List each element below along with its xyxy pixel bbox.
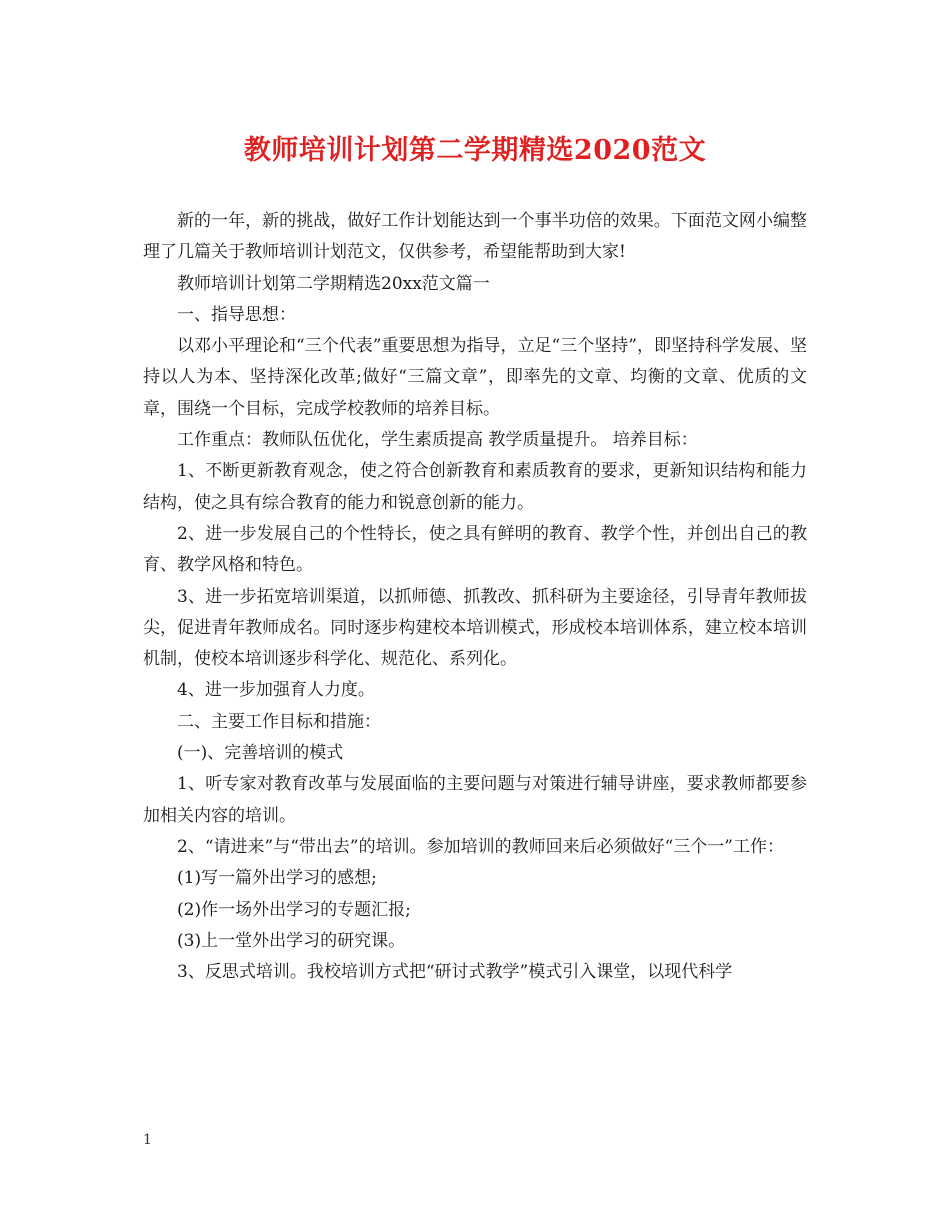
paragraph: 1、不断更新教育观念，使之符合创新教育和素质教育的要求，更新知识结构和能力结构，使之具有综合教育的能力和锐意创新的能力。 xyxy=(143,461,807,513)
paragraph: 工作重点：教师队伍优化，学生素质提高 教学质量提升。 培养目标： xyxy=(177,430,698,451)
paragraph-article-heading: 教师培训计划第二学期精选20xx范文篇一 xyxy=(177,273,490,294)
paragraph: 4、进一步加强育人力度。 xyxy=(177,680,375,701)
paragraph-list-item: (1)写一篇外出学习的感想; xyxy=(177,868,377,889)
paragraph: 以邓小平理论和“三个代表”重要思想为指导，立足“三个坚持”，即坚持科学发展、坚持以人为本、坚持深化改革;做好“三篇文章”，即率先的文章、均衡的文章、优质的文章，围绕一个目标，完成学校教师的培养目标。 xyxy=(143,336,807,419)
paragraph-intro: 新的一年，新的挑战，做好工作计划能达到一个事半功倍的效果。下面范文网小编整理了几篇关于教师培训计划范文，仅供参考，希望能帮助到大家! xyxy=(143,211,807,263)
paragraph: 3、反思式培训。我校培训方式把“研讨式教学”模式引入课堂，以现代科学 xyxy=(177,962,733,983)
page-number: 1 xyxy=(143,1132,152,1148)
paragraph-subsection-heading: (一)、完善培训的模式 xyxy=(177,743,344,764)
paragraph-list-item: (3)上一堂外出学习的研究课。 xyxy=(177,930,406,951)
paragraph: 2、“请进来”与“带出去”的培训。参加培训的教师回来后必须做好“三个一”工作： xyxy=(177,836,784,857)
document-title: 教师培训计划第二学期精选2020范文 xyxy=(243,135,707,166)
paragraph-section-heading: 一、指导思想： xyxy=(177,304,296,325)
paragraph-section-heading: 二、主要工作目标和措施： xyxy=(177,711,381,732)
paragraph-list-item: (2)作一场外出学习的专题汇报; xyxy=(177,899,411,920)
document-body xyxy=(143,206,807,988)
paragraph: 2、进一步发展自己的个性特长，使之具有鲜明的教育、教学个性，并创出自己的教育、教学风格和特色。 xyxy=(143,523,807,576)
paragraph: 1、听专家对教育改革与发展面临的主要问题与对策进行辅导讲座，要求教师都要参加相关内容的培训。 xyxy=(143,774,807,826)
paragraph: 3、进一步拓宽培训渠道，以抓师德、抓教改、抓科研为主要途径，引导青年教师拔尖，促进青年教师成名。同时逐步构建校本培训模式，形成校本培训体系，建立校本培训机制，使校本培训逐步科学化、规范化、系列化。 xyxy=(143,586,807,670)
